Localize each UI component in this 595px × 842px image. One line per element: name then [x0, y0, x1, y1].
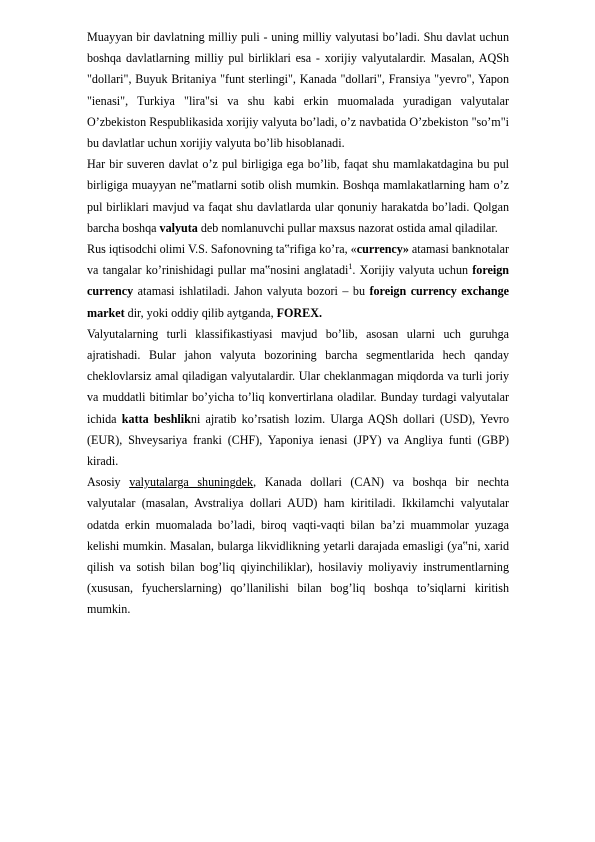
paragraph-secondary-currencies: [87, 472, 509, 620]
text-run: dir, yoki oddiy qilib aytganda,: [124, 305, 277, 320]
text-run: ni ajratib ko’rsatish lozim. Ularga AQSh dollari (USD), Yevro (EUR), Shveysariya franki (CHF), Yaponiya ienasi (JPY) va Angliya funti (GBP) kiradi.: [87, 411, 510, 469]
paragraph-currency-classification: [87, 324, 509, 472]
paragraph-national-currency: [87, 27, 509, 154]
bold-term: foreign currency: [87, 263, 509, 299]
bold-term: FOREX.: [276, 305, 322, 320]
paragraph-currency-definition: [87, 239, 509, 324]
text-run: deb nomlanuvchi pullar maxsus nazorat ostida amal qiladilar.: [197, 220, 498, 235]
bold-term: foreign currency exchange market: [87, 284, 509, 320]
text-run: atamasi ishlatiladi. Jahon valyuta bozori – bu: [133, 284, 370, 299]
text-run: Asosiy: [87, 475, 130, 490]
bold-term: valyuta: [159, 220, 198, 235]
text-run: Rus iqtisodchi olimi V.S. Safonovning ta‟rifiga ko’ra, «: [87, 242, 357, 257]
bold-term: currency»: [356, 242, 409, 257]
text-run: Muayyan bir davlatning milliy puli - uning milliy valyutasi bo’ladi. Shu davlat uchun boshqa davlatlarning milliy pul birliklari esa - xorijiy valyutalardir. Masalan, AQSh "dollari", Buyuk Britaniya "funt sterlingi", Kanada "dollari", Fransiya "yevro", Yapon "ienasi", Turkiya "lira"si va shu kabi erkin muomalada yuradigan valyutalar O’zbekiston Respublikasida xorijiy valyuta bo’ladi, o’z navbatida O’zbekiston "so’m"i bu davlatlar uchun xorijiy valyuta bo’lib hisoblanadi.: [87, 30, 509, 151]
text-run: , Kanada dollari (CAN) va boshqa bir nechta valyutalar (masalan, Avstraliya dollari AUD) ham kiritiladi. Ikkilamchi valyutalar odatda erkin muomalada bo’ladi, biroq vaqti-vaqti bilan ba’zi muammolar yuzaga kelishi mumkin. Masalan, bularga likvidlikning yetarli darajada emasligi (ya‟ni, xarid qilish va sotish bilan bog’liq qiyinchiliklar), hosilaviy moliyaviy instrumentlarning (xususan, fyucherslarning) qo’llanilishi bilan bog’liq boshqa to’siqlarni kiritish mumkin.: [87, 475, 510, 617]
footnote-ref: 1: [348, 262, 353, 272]
text-run: . Xorijiy valyuta uchun: [352, 263, 473, 278]
text-run: atamasi banknotalar va tangalar ko’rinishidagi pullar ma‟nosini anglatadi: [87, 242, 509, 278]
bold-term: katta beshlik: [121, 411, 191, 426]
underlined-link[interactable]: valyutalarga shuningdek: [129, 475, 254, 490]
text-run: Har bir suveren davlat o’z pul birligiga ega bo’lib, faqat shu mamlakatdagina bu pul birligiga muayyan ne‟matlarni sotib olish mumkin. Boshqa mamlakatlarning ham o’z pul birliklari mavjud va faqat shu davlatlarda ular qonuniy harakatda bo’ladi. Qolgan barcha boshqa: [87, 157, 509, 235]
document-page: [87, 27, 509, 621]
paragraph-sovereign-currency: [87, 154, 509, 239]
text-run: Valyutalarning turli klassifikastiyasi mavjud bo’lib, asosan ularni uch guruhga ajratishadi. Bular jahon valyuta bozorining barcha segmentlarida hech qanday cheklovlarsiz amal qiladigan valyutalardir. Ular cheklanmagan miqdorda va turli joriy va muddatli bitimlar bo’yicha to’liq konvertirlana oladilar. Bunday turdagi valyutalar ichida: [87, 326, 509, 426]
